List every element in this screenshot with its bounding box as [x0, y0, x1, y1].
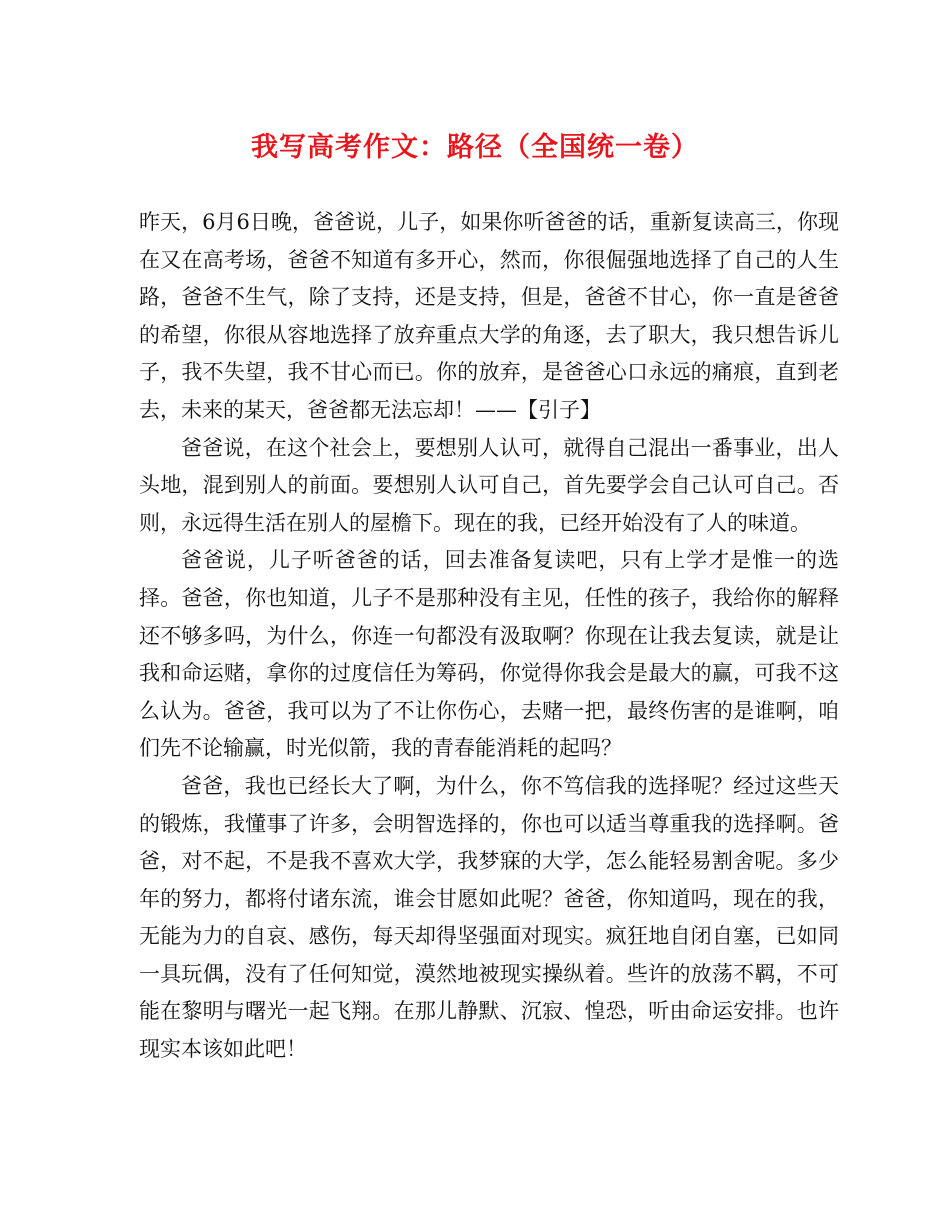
paragraph-intro: 昨天，6月6日晚，爸爸说，儿子，如果你听爸爸的话，重新复读高三，你现在又在高考场，爸爸不知道有多开心，然而，你很倔强地选择了自己的人生路，爸爸不生气，除了支持，还是支持，但是，爸爸不甘心，你一直是爸爸的希望，你很从容地选择了放弃重点大学的角逐，去了职大，我只想告诉儿子，我不失望，我不甘心而已。你的放弃，是爸爸心口永远的痛痕，直到老去，未来的某天，爸爸都无法忘却！——【引子】	[139, 210, 839, 422]
paragraph: 爸爸说，儿子听爸爸的话，回去准备复读吧，只有上学才是惟一的选择。爸爸，你也知道，儿子不是那种没有主见，任性的孩子，我给你的解释还不够多吗，为什么，你连一句都没有汲取啊？你现在让我去复读，就是让我和命运赌，拿你的过度信任为筹码，你觉得你我会是最大的赢，可我不这么认为。爸爸，我可以为了不让你伤心，去赌一把，最终伤害的是谁啊，咱们先不论输赢，时光似箭，我的青春能消耗的起吗？	[139, 548, 839, 761]
paragraph: 爸爸，我也已经长大了啊，为什么，你不笃信我的选择呢？经过这些天的锻炼，我懂事了许多，会明智选择的，你也可以适当尊重我的选择啊。爸爸，对不起，不是我不喜欢大学，我梦寐的大学，怎么能轻易割舍呢。多少年的努力，都将付诸东流，谁会甘愿如此呢？爸爸，你知道吗，现在的我，无能为力的自哀、感伤，每天却得坚强面对现实。疯狂地自闭自塞，已如同一具玩偶，没有了任何知觉，漠然地被现实操纵着。些许的放荡不羁，不可能在黎明与曙光一起飞翔。在那儿静默、沉寂、惶恐，听由命运安排。也许现实本该如此吧！	[139, 773, 839, 1062]
document-body	[139, 204, 839, 1069]
document-title: 我写高考作文：路径（全国统一卷）	[251, 132, 699, 163]
paragraph: 爸爸说，在这个社会上，要想别人认可，就得自己混出一番事业，出人头地，混到别人的前面。要想别人认可自己，首先要学会自己认可自己。否则，永远得生活在别人的屋檐下。现在的我，已经开始没有了人的味道。	[139, 435, 839, 535]
